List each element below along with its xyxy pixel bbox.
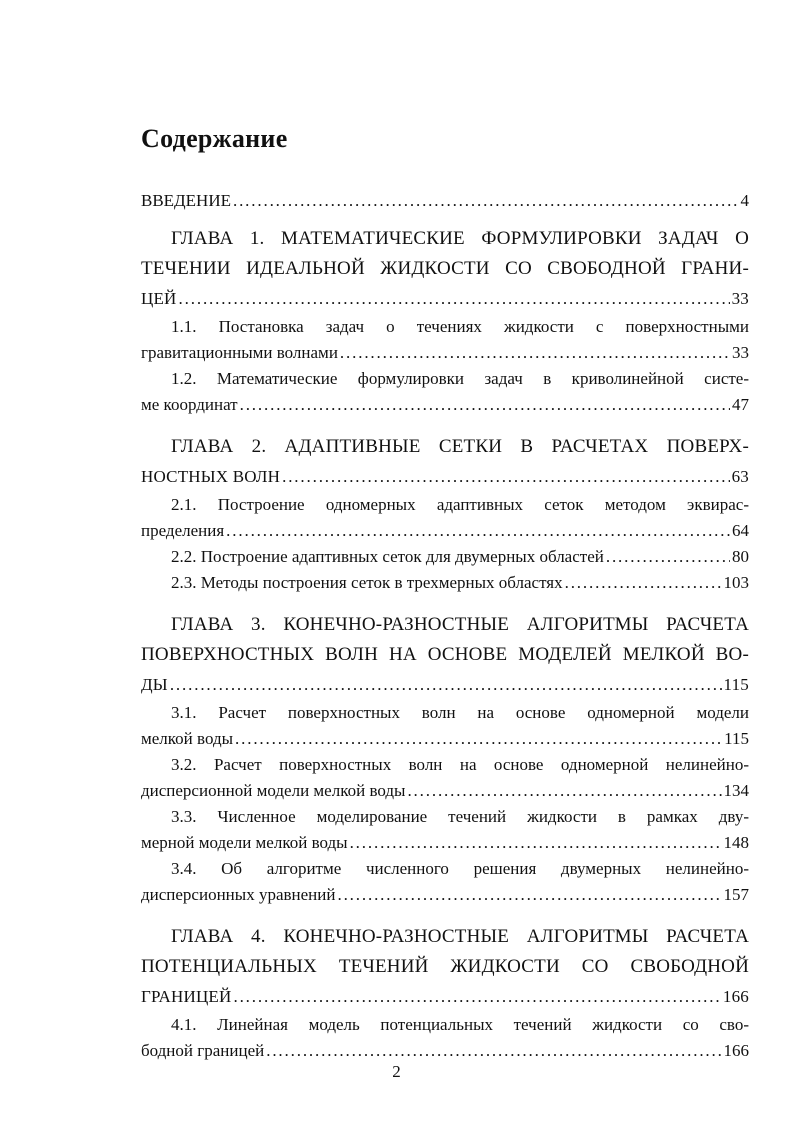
dot-leader — [233, 188, 739, 214]
section-title-last-line[interactable] — [141, 392, 749, 418]
toc-entry-page: 33 — [731, 289, 749, 308]
toc-entry-title: ме координат — [141, 395, 238, 414]
dot-leader — [337, 882, 721, 908]
chapter-title-last-line[interactable] — [141, 462, 749, 492]
dot-leader — [240, 392, 730, 418]
chapter-title-last-line[interactable] — [141, 284, 749, 314]
toc-entry-title: 2.2. Построение адаптивных сеток для двумерных областей — [171, 547, 604, 566]
dot-leader — [179, 284, 730, 314]
toc-entry-page: 47 — [732, 395, 749, 414]
toc-section — [141, 570, 749, 596]
toc-section — [141, 314, 749, 366]
toc-section — [141, 1012, 749, 1064]
toc-entry-intro[interactable] — [141, 188, 749, 214]
toc-entry-page: 148 — [723, 833, 749, 852]
toc-chapter — [141, 224, 749, 314]
section-title-line[interactable]: 1.2. Математические формулировки задач в криволинейной систе- — [171, 369, 749, 388]
chapter-title-line[interactable]: ГЛАВА 4. КОНЕЧНО-РАЗНОСТНЫЕ АЛГОРИТМЫ РАСЧЕТА — [171, 926, 749, 947]
dot-leader — [233, 982, 720, 1012]
toc-section — [141, 492, 749, 544]
toc-entry-page: 115 — [723, 675, 749, 694]
toc-entry-page: 33 — [732, 343, 749, 362]
toc-entry-title: бодной границей — [141, 1041, 265, 1060]
toc-entry-page: 166 — [722, 987, 749, 1006]
toc-chapters — [141, 224, 749, 1064]
toc-entry-title: НОСТНЫХ ВОЛН — [141, 467, 281, 486]
section-title-last-line[interactable] — [141, 882, 749, 908]
toc-entry-title: 2.3. Методы построения сеток в трехмерных областях — [171, 573, 563, 592]
chapter-title-line[interactable]: ТЕЧЕНИИ ИДЕАЛЬНОЙ ЖИДКОСТИ СО СВОБОДНОЙ ГРАНИ- — [141, 258, 749, 279]
section-title-last-line[interactable] — [141, 570, 749, 596]
toc-entry-title: дисперсионной модели мелкой воды — [141, 781, 406, 800]
toc-chapter — [141, 432, 749, 492]
chapter-title-line[interactable]: ГЛАВА 1. МАТЕМАТИЧЕСКИЕ ФОРМУЛИРОВКИ ЗАДАЧ О — [171, 228, 749, 249]
chapter-title-line[interactable]: ГЛАВА 2. АДАПТИВНЫЕ СЕТКИ В РАСЧЕТАХ ПОВЕРХ- — [171, 436, 749, 457]
section-title-last-line[interactable] — [141, 726, 749, 752]
toc-section — [141, 366, 749, 418]
chapter-title-line[interactable]: ПОВЕРХНОСТНЫХ ВОЛН НА ОСНОВЕ МОДЕЛЕЙ МЕЛКОЙ ВО- — [141, 644, 749, 665]
dot-leader — [226, 518, 730, 544]
section-title-last-line[interactable] — [141, 544, 749, 570]
page-number: 2 — [392, 1062, 401, 1081]
chapter-title-last-line[interactable] — [141, 670, 749, 700]
toc-entry-page: 64 — [732, 521, 749, 540]
table-of-contents — [141, 188, 749, 1064]
toc-entry-title: ДЫ — [141, 675, 168, 694]
section-title-last-line[interactable] — [141, 830, 749, 856]
section-title-line[interactable]: 3.2. Расчет поверхностных волн на основе одномерной нелинейно- — [171, 755, 749, 774]
toc-entry-title: ЦЕЙ — [141, 289, 177, 308]
chapter-title-last-line[interactable] — [141, 982, 749, 1012]
toc-entry-title: ГРАНИЦЕЙ — [141, 987, 232, 1006]
chapter-title-line[interactable]: ГЛАВА 3. КОНЕЧНО-РАЗНОСТНЫЕ АЛГОРИТМЫ РАСЧЕТА — [171, 614, 749, 635]
toc-section — [141, 804, 749, 856]
toc-entry-title: мерной модели мелкой воды — [141, 833, 348, 852]
section-title-last-line[interactable] — [141, 1038, 749, 1064]
dot-leader — [606, 544, 730, 570]
toc-entry-page: 166 — [723, 1041, 749, 1060]
dot-leader — [282, 462, 730, 492]
dot-leader — [266, 1038, 721, 1064]
section-title-line[interactable]: 2.1. Построение одномерных адаптивных сеток методом эквирас- — [171, 495, 749, 514]
toc-entry-page: 63 — [731, 467, 749, 486]
section-title-line[interactable]: 4.1. Линейная модель потенциальных течений жидкости со сво- — [171, 1015, 749, 1034]
section-title-line[interactable]: 1.1. Постановка задач о течениях жидкости с поверхностными — [171, 317, 749, 336]
toc-chapter — [141, 922, 749, 1012]
toc-chapter — [141, 610, 749, 700]
toc-entry-title: дисперсионных уравнений — [141, 885, 336, 904]
dot-leader — [565, 570, 722, 596]
toc-section — [141, 544, 749, 570]
page-title: Содержание — [141, 124, 288, 153]
chapter-title-line[interactable]: ПОТЕНЦИАЛЬНЫХ ТЕЧЕНИЙ ЖИДКОСТИ СО СВОБОДНОЙ — [141, 956, 749, 977]
dot-leader — [350, 830, 722, 856]
dot-leader — [170, 670, 722, 700]
section-title-line[interactable]: 3.3. Численное моделирование течений жидкости в рамках дву- — [171, 807, 749, 826]
toc-entry-page: 80 — [732, 547, 749, 566]
toc-section — [141, 700, 749, 752]
toc-entry-title: гравитационными волнами — [141, 343, 338, 362]
toc-entry-page: 157 — [723, 885, 749, 904]
section-title-last-line[interactable] — [141, 340, 749, 366]
section-title-line[interactable]: 3.1. Расчет поверхностных волн на основе одномерной модели — [171, 703, 749, 722]
toc-entry-title: мелкой воды — [141, 729, 234, 748]
section-title-last-line[interactable] — [141, 778, 749, 804]
section-title-line[interactable]: 3.4. Об алгоритме численного решения двумерных нелинейно- — [171, 859, 749, 878]
toc-section — [141, 752, 749, 804]
dot-leader — [340, 340, 730, 366]
section-title-last-line[interactable] — [141, 518, 749, 544]
toc-entry-title: ВВЕДЕНИЕ — [141, 191, 231, 210]
dot-leader — [407, 778, 721, 804]
toc-entry-page: 4 — [740, 191, 749, 210]
toc-entry-page: 115 — [724, 729, 749, 748]
toc-entry-page: 134 — [723, 781, 749, 800]
toc-entry-page: 103 — [723, 573, 749, 592]
toc-section — [141, 856, 749, 908]
dot-leader — [235, 726, 722, 752]
toc-entry-title: пределения — [141, 521, 225, 540]
